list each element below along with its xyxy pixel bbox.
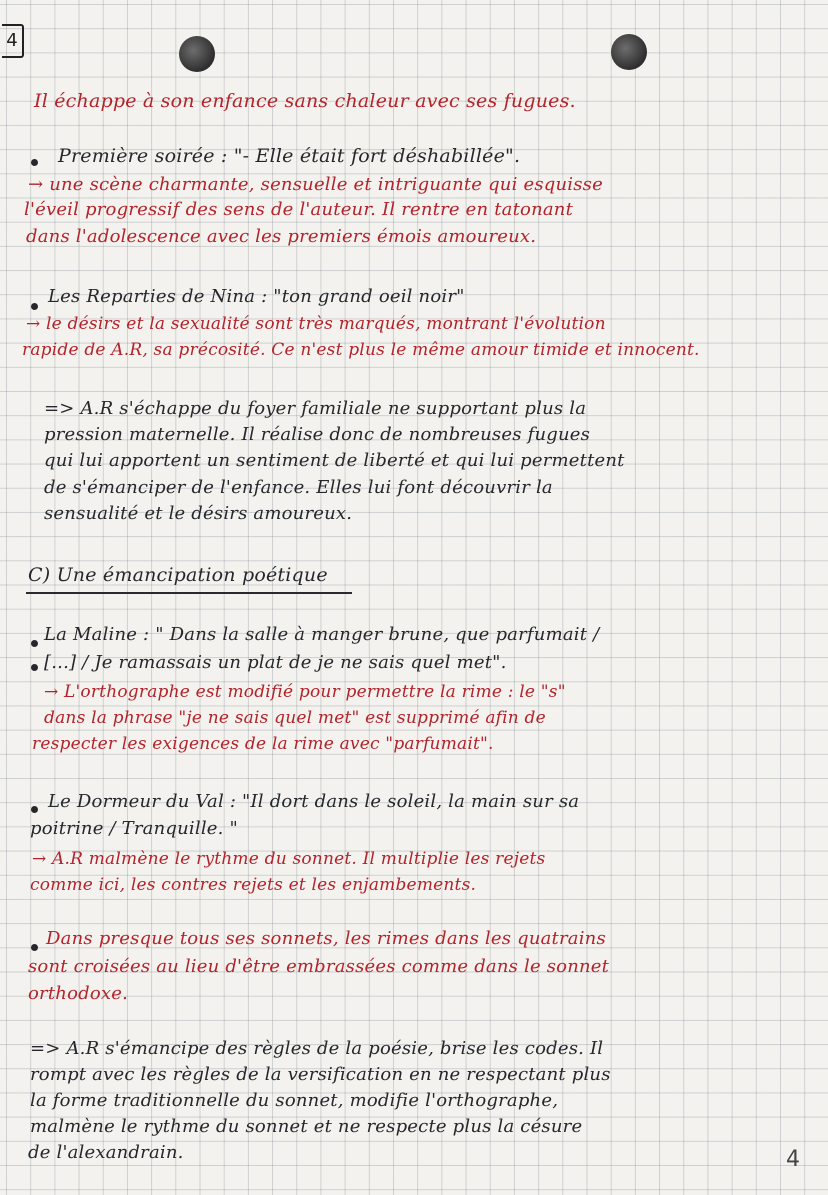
line-intro: Il échappe à son enfance sans chaleur avec ses fugues.: [34, 90, 576, 112]
line-text: [...] / Je ramassais un plat de je ne sais quel met".: [44, 652, 507, 673]
line-text: de s'émanciper de l'enfance. Elles lui font découvrir la: [44, 477, 553, 498]
section-heading: C) Une émancipation poétique: [28, 564, 328, 586]
line-text: rompt avec les règles de la versification en ne respectant plus: [30, 1064, 611, 1085]
line-text: dans l'adolescence avec les premiers émois amoureux.: [26, 226, 537, 247]
line-text: sont croisées au lieu d'être embrassées comme dans le sonnet: [28, 956, 610, 977]
line-text: la forme traditionnelle du sonnet, modifie l'orthographe,: [30, 1090, 559, 1111]
line-text: comme ici, les contres rejets et les enjambements.: [30, 875, 477, 895]
bullet: [31, 159, 38, 166]
binder-hole-left: [179, 36, 215, 72]
line-text: → L'orthographe est modifié pour permettre la rime : le "s": [44, 682, 566, 702]
line-dormeur-du-val: Le Dormeur du Val : "Il dort dans le soleil, la main sur sa: [48, 791, 580, 812]
line-text: pression maternelle. Il réalise donc de nombreuses fugues: [44, 424, 591, 445]
line-text: => A.R s'échappe du foyer familiale ne supportant plus la: [44, 398, 587, 419]
corner-page-mark: 4: [786, 1147, 800, 1172]
line-text: dans la phrase "je ne sais quel met" est supprimé afin de: [44, 708, 546, 728]
bullet: [31, 640, 38, 647]
bullet: [31, 806, 38, 813]
line-text: → A.R malmène le rythme du sonnet. Il multiplie les rejets: [32, 849, 546, 869]
heading-underline: [26, 592, 352, 594]
line-text: malmène le rythme du sonnet et ne respecte plus la césure: [30, 1116, 583, 1137]
line-text: respecter les exigences de la rime avec "parfumait".: [32, 734, 494, 754]
page-number-box: 4: [2, 24, 24, 58]
bullet: [31, 303, 38, 310]
bullet: [31, 664, 38, 671]
line-text: poitrine / Tranquille. ": [30, 818, 238, 839]
line-la-maline: La Maline : " Dans la salle à manger brune, que parfumait /: [44, 624, 600, 645]
line-text: → une scène charmante, sensuelle et intriguante qui esquisse: [28, 174, 603, 195]
line-premiere-soiree: Première soirée : "- Elle était fort déshabillée".: [58, 145, 521, 167]
line-reparties-nina: Les Reparties de Nina : "ton grand oeil noir": [48, 286, 465, 307]
bullet: [31, 944, 38, 951]
line-text: qui lui apportent un sentiment de liberté et qui lui permettent: [44, 450, 625, 471]
line-text: → le désirs et la sexualité sont très marqués, montrant l'évolution: [26, 314, 606, 334]
line-text: orthodoxe.: [28, 983, 128, 1004]
line-text: Dans presque tous ses sonnets, les rimes dans les quatrains: [46, 928, 606, 949]
binder-hole-right: [611, 34, 647, 70]
line-text: de l'alexandrain.: [28, 1142, 184, 1163]
line-text: => A.R s'émancipe des règles de la poésie, brise les codes. Il: [30, 1038, 604, 1059]
line-text: rapide de A.R, sa précosité. Ce n'est plus le même amour timide et innocent.: [22, 340, 700, 360]
line-text: l'éveil progressif des sens de l'auteur. Il rentre en tatonant: [24, 199, 574, 220]
line-text: sensualité et le désirs amoureux.: [44, 503, 353, 524]
